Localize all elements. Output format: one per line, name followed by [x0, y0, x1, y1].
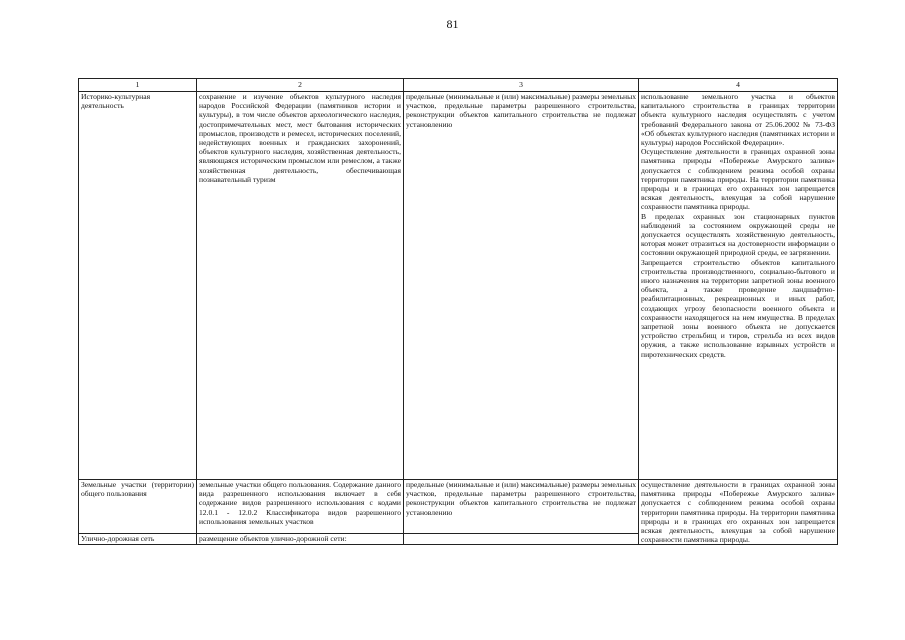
land-use-description-cell: сохранение и изучение объектов культурного наследия народов Российской Федерации (памятников истории и культуры), в том числе объектов археологического наследия, достопримечательных мест, мест бытования исторических промыслов, производств и ремесел, исторических поселений, недействующих военных и гражданских захоронений, объектов культурного наследия, хозяйственная деятельность, являющаяся историческим промыслом или ремеслом, а также хозяйственная деятельность, обеспечивающая познавательный туризм [197, 92, 404, 480]
restriction-paragraph: В пределах охранных зон стационарных пунктов наблюдений за состоянием окружающей среды не допускается осуществлять хозяйственную деятельность, которая может отразиться на достоверности информации о состоянии окружающей природной среды, ее загрязнении. [641, 211, 835, 258]
parameters-cell: предельные (минимальные и (или) максимальные) размеры земельных участков, предельные параметры разрешенного строительства, реконструкции объектов капитального строительства не подлежат установлению [404, 480, 639, 534]
table-row [79, 92, 838, 480]
column-header-4: 4 [639, 79, 838, 92]
zoning-regulations-table [78, 78, 838, 545]
parameters-cell: предельные (минимальные и (или) максимальные) размеры земельных участков, предельные параметры разрешенного строительства, реконструкции объектов капитального строительства не подлежат установлению [404, 92, 639, 480]
land-use-description-cell: земельные участки общего пользования. Содержание данного вида разрешенного использования включает в себя содержание видов разрешенного использования с кодами 12.0.1 - 12.0.2 Классификатора видов разрешенного использования земельных участков [197, 480, 404, 534]
restrictions-cell [639, 92, 838, 480]
parameters-cell [404, 533, 639, 545]
restriction-paragraph: Осуществление деятельности в границах охранной зоны памятника природы «Побережье Амурского залива» допускается с соблюдением режима особой охраны территории памятника природы. На территории памятника природы и в границах его охранных зон запрещается всякая деятельность, влекущая за собой нарушение сохранности памятника природы. [641, 147, 835, 212]
restriction-paragraph: Запрещается строительство объектов капитального строительства производственного, социально-бытового и иного назначения на территории запретной зоны военного объекта, а также проведение ландшафтно-реабилитационных, рекреационных и иных работ, создающих угрозу безопасности военного объекта и сохранности находящегося на нем имущества. В пределах запретной зоны военного объекта не допускается устройство стрельбищ и тиров, стрельба из всех видов оружия, а также использование взрывных устройств и пиротехнических средств. [641, 257, 835, 359]
table-row [79, 480, 838, 534]
restriction-paragraph: использование земельного участка и объектов капитального строительства в границах территории объекта культурного наследия осуществлять с учетом требований Федерального закона от 25.06.2002 № 73-ФЗ «Об объектах культурного наследия (памятниках истории и культуры) народов Российской Федерации». [641, 92, 835, 148]
column-header-2: 2 [197, 79, 404, 92]
column-header-3: 3 [404, 79, 639, 92]
column-header-1: 1 [79, 79, 197, 92]
land-use-type-cell: Историко-культурная деятельность [79, 92, 197, 480]
restrictions-cell: осуществление деятельности в границах охранной зоны памятника природы «Побережье Амурского залива» допускается с соблюдением режима особой охраны территории памятника природы. На территории памятника природы и в границах его охранных зон запрещается всякая деятельность, влекущая за собой нарушение сохранности памятника природы. [639, 480, 838, 545]
table-header-row [79, 79, 838, 92]
land-use-type-cell: Земельные участки (территории) общего пользования [79, 480, 197, 534]
land-use-description-cell: размещение объектов улично-дорожной сети: [197, 533, 404, 545]
page-number: 81 [446, 17, 459, 31]
land-use-type-cell: Улично-дорожная сеть [79, 533, 197, 545]
